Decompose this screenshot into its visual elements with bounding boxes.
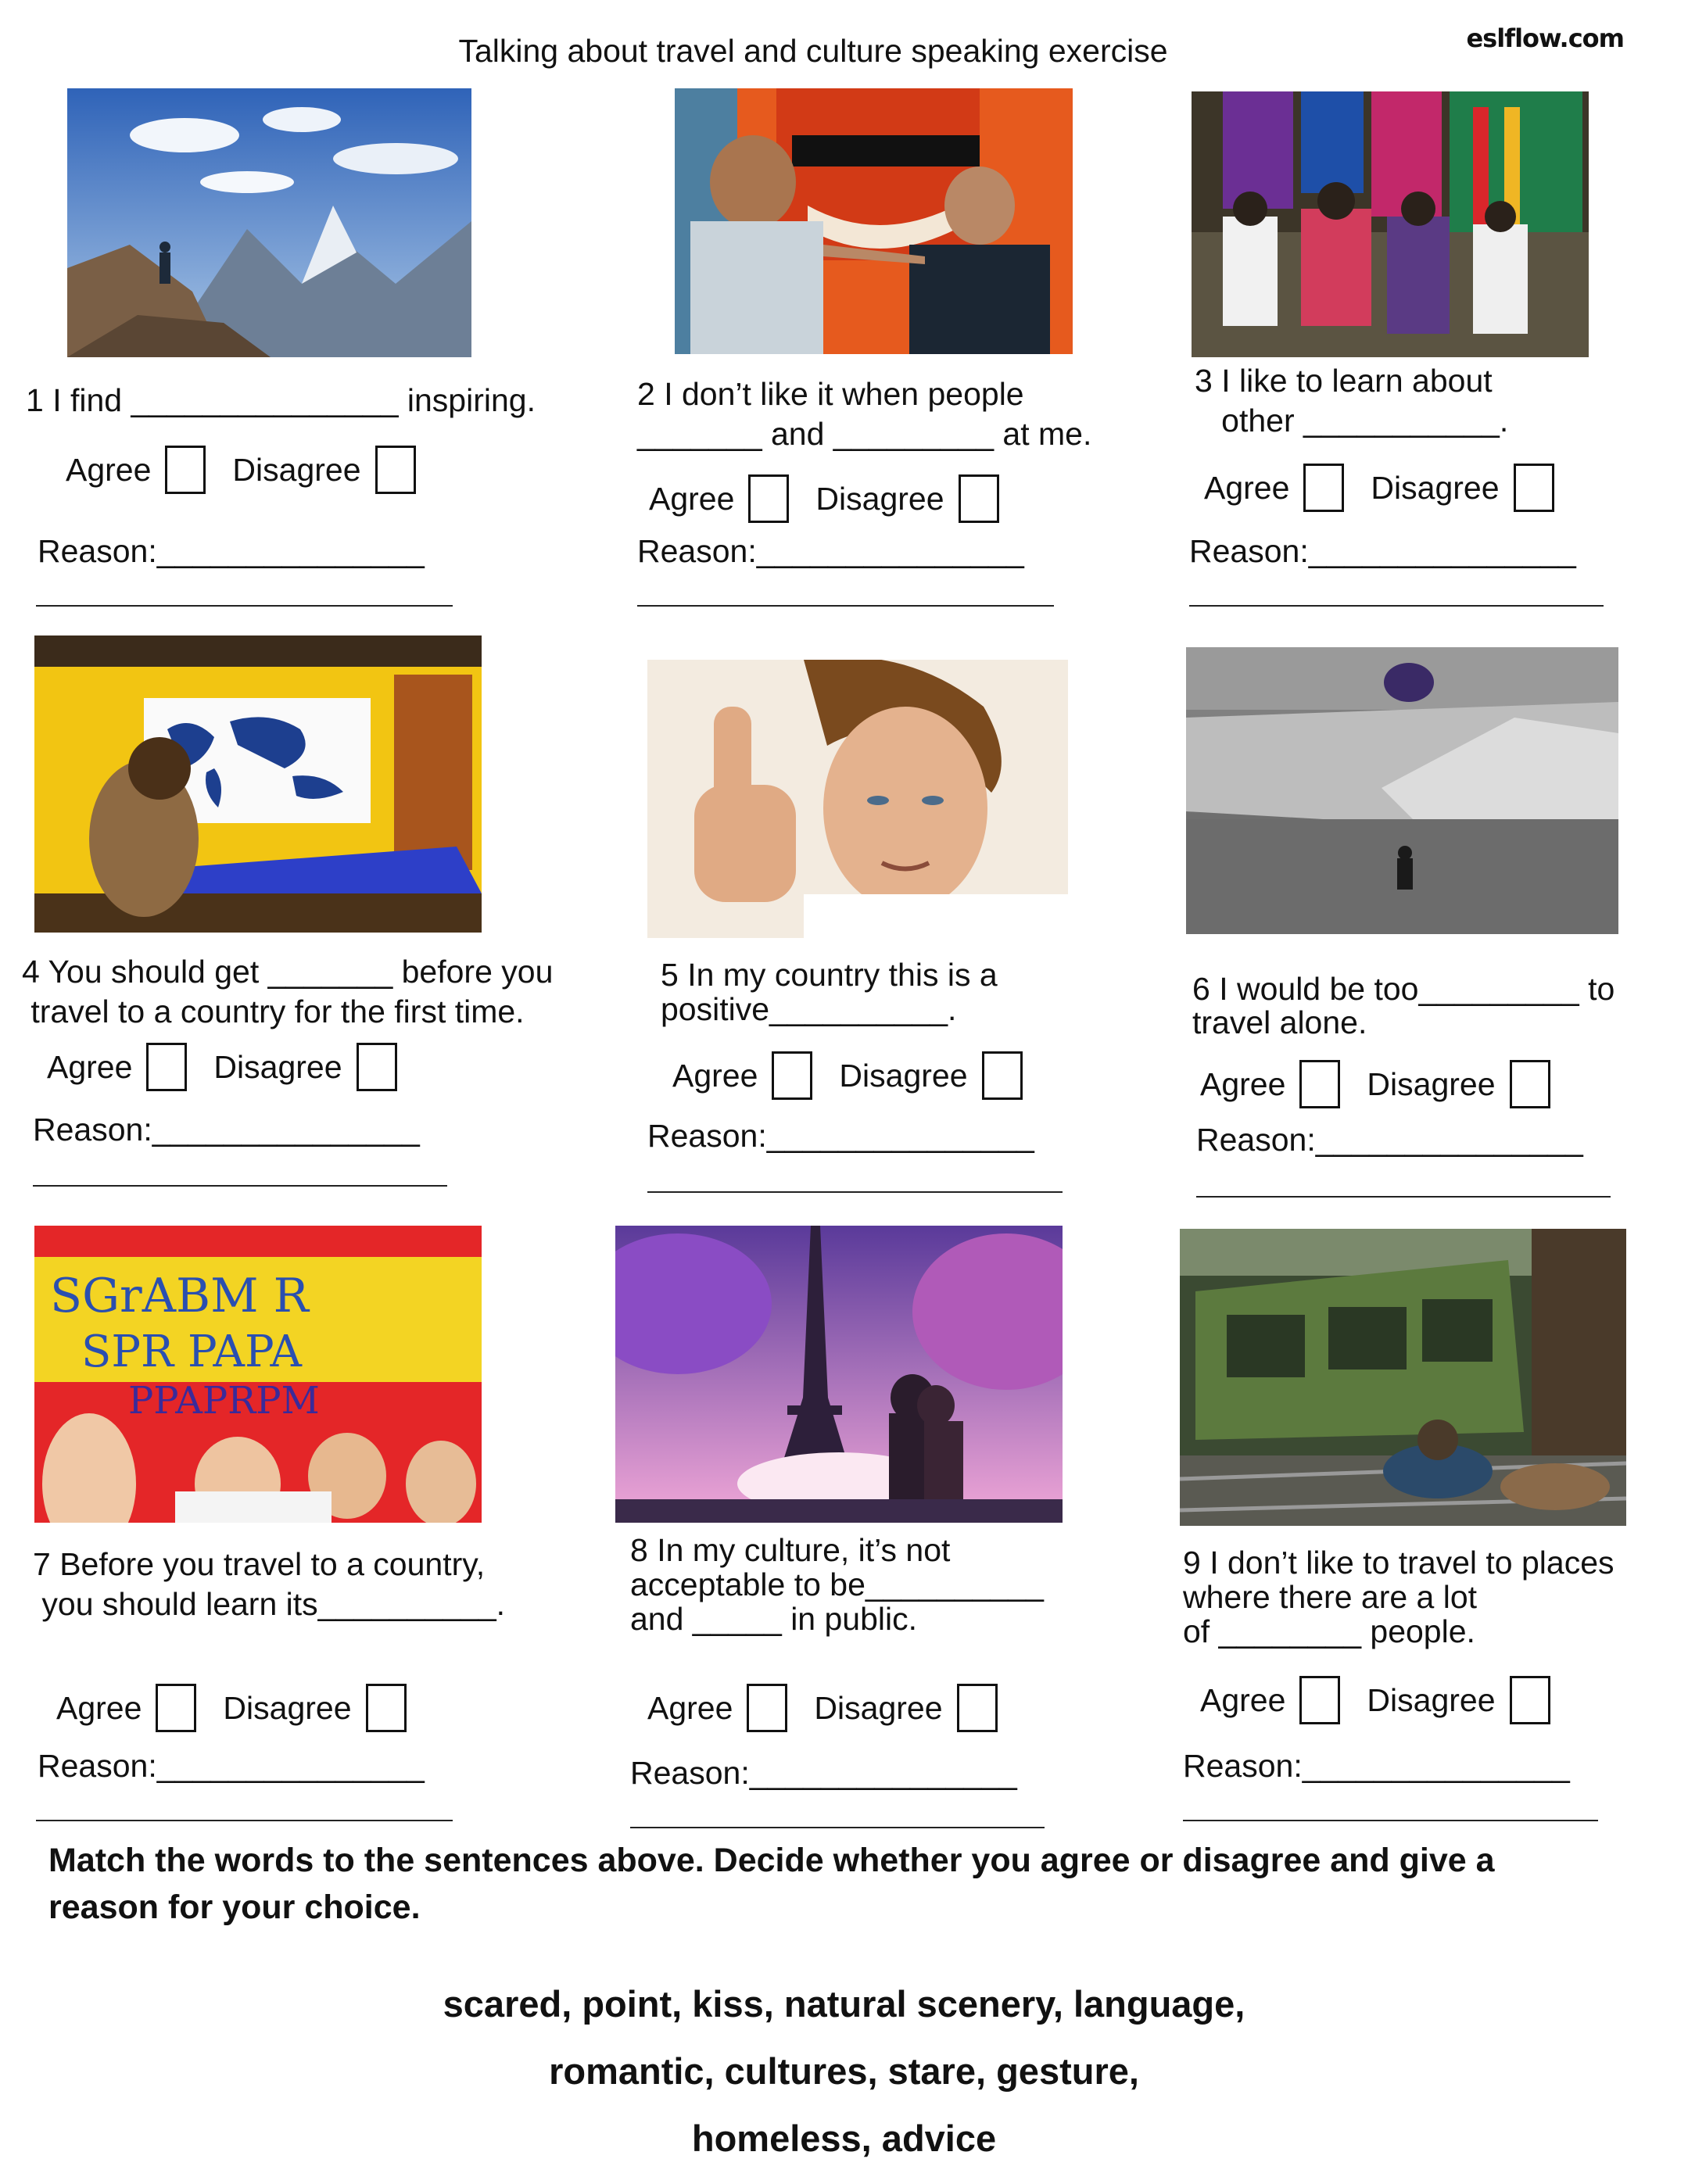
agree-checkbox-3[interactable] xyxy=(1303,464,1344,512)
sentence-3-line-2: other ___________. xyxy=(1195,403,1509,439)
disagree-label: Disagree xyxy=(232,451,361,488)
disagree-label: Disagree xyxy=(814,1689,943,1726)
agree-label: Agree xyxy=(1200,1681,1286,1718)
agree-disagree-8 xyxy=(647,1684,998,1732)
disagree-label: Disagree xyxy=(1367,1681,1496,1718)
svg-text:SPR PAPA: SPR PAPA xyxy=(81,1327,302,1377)
agree-label: Agree xyxy=(47,1048,133,1085)
agree-checkbox-5[interactable] xyxy=(772,1051,812,1100)
word-bank-line-3: homeless, advice xyxy=(691,2118,997,2159)
sentence-2-line-2: _______ and _________ at me. xyxy=(637,416,1092,452)
agree-disagree-7 xyxy=(56,1684,407,1732)
sentence-2-line-1: 2 I don’t like it when people xyxy=(637,376,1024,412)
agree-checkbox-2[interactable] xyxy=(748,474,789,523)
people-pointing-mural-image xyxy=(675,88,1073,354)
word-bank-line-2: romantic, cultures, stare, gesture, xyxy=(549,2050,1139,2092)
disagree-checkbox-9[interactable] xyxy=(1510,1676,1550,1724)
agree-checkbox-6[interactable] xyxy=(1299,1060,1340,1108)
reason-line-8[interactable] xyxy=(630,1827,1045,1828)
reason-label-3: Reason:_______________ xyxy=(1189,533,1576,569)
disagree-checkbox-1[interactable] xyxy=(375,446,416,494)
reason-label-8: Reason:_______________ xyxy=(630,1755,1017,1791)
instructions: Match the words to the sentences above. Decide whether you agree or disagree and give a reason for your choice. xyxy=(48,1842,1495,1926)
tram-homeless-image xyxy=(1180,1229,1626,1526)
sentence-8-line-1: 8 In my culture, it’s not xyxy=(630,1532,951,1568)
disagree-label: Disagree xyxy=(839,1057,968,1094)
reason-line-9[interactable] xyxy=(1183,1820,1598,1821)
mountain-hiker-image xyxy=(67,88,471,357)
agree-label: Agree xyxy=(56,1689,142,1726)
agree-checkbox-7[interactable] xyxy=(156,1684,196,1732)
reason-label-1: Reason:_______________ xyxy=(38,533,425,569)
agree-label: Agree xyxy=(66,451,152,488)
disagree-label: Disagree xyxy=(223,1689,352,1726)
reason-line-3[interactable] xyxy=(1189,605,1604,607)
reason-line-6[interactable] xyxy=(1196,1196,1611,1198)
svg-text:SGrABM R: SGrABM R xyxy=(50,1269,309,1323)
sentence-7-line-1: 7 Before you travel to a country, xyxy=(33,1546,486,1582)
disagree-checkbox-7[interactable] xyxy=(366,1684,407,1732)
language-letters-image xyxy=(34,1226,482,1523)
word-bank-line-1: scared, point, kiss, natural scenery, language, xyxy=(443,1983,1245,2025)
disagree-label: Disagree xyxy=(213,1048,342,1085)
agree-disagree-4 xyxy=(47,1043,397,1091)
agree-label: Agree xyxy=(647,1689,733,1726)
reason-line-4[interactable] xyxy=(33,1185,447,1187)
thumbs-up-man-image xyxy=(647,660,1068,938)
agree-disagree-9 xyxy=(1200,1676,1550,1724)
agree-label: Agree xyxy=(672,1057,758,1094)
lone-traveler-landscape-image xyxy=(1186,647,1618,934)
reason-line-7[interactable] xyxy=(36,1820,453,1821)
reason-line-2[interactable] xyxy=(637,605,1054,607)
agree-label: Agree xyxy=(1204,469,1290,506)
reason-label-5: Reason:_______________ xyxy=(647,1118,1034,1154)
eiffel-tower-couple-image xyxy=(615,1226,1063,1523)
agree-label: Agree xyxy=(649,480,735,517)
reason-label-4: Reason:_______________ xyxy=(33,1112,420,1147)
agree-disagree-2 xyxy=(649,474,999,523)
disagree-checkbox-3[interactable] xyxy=(1514,464,1554,512)
site-logo-text: eslflow.com xyxy=(1466,23,1624,53)
disagree-checkbox-5[interactable] xyxy=(982,1051,1023,1100)
sentence-5-line-1: 5 In my country this is a xyxy=(661,957,998,993)
disagree-label: Disagree xyxy=(1367,1065,1496,1102)
sentence-9-line-2: where there are a lot xyxy=(1183,1579,1478,1615)
page-title: Talking about travel and culture speaking exercise xyxy=(458,33,1168,69)
agree-disagree-1 xyxy=(66,446,416,494)
agree-disagree-6 xyxy=(1200,1060,1550,1108)
disagree-checkbox-6[interactable] xyxy=(1510,1060,1550,1108)
agree-checkbox-1[interactable] xyxy=(165,446,206,494)
disagree-label: Disagree xyxy=(1371,469,1500,506)
disagree-checkbox-8[interactable] xyxy=(957,1684,998,1732)
sentence-1-line-1: 1 I find _______________ inspiring. xyxy=(26,382,536,418)
reason-label-7: Reason:_______________ xyxy=(38,1748,425,1784)
sentence-9-line-1: 9 I don’t like to travel to places xyxy=(1183,1545,1615,1581)
reason-label-9: Reason:_______________ xyxy=(1183,1748,1570,1784)
sentence-6-line-2: travel alone. xyxy=(1192,1004,1367,1040)
sentence-6-line-1: 6 I would be too_________ to xyxy=(1192,971,1615,1007)
reason-line-5[interactable] xyxy=(647,1191,1063,1193)
reason-label-6: Reason:_______________ xyxy=(1196,1122,1583,1158)
agree-checkbox-8[interactable] xyxy=(747,1684,787,1732)
sentence-9-line-3: of ________ people. xyxy=(1183,1613,1475,1649)
sentence-8-line-2: acceptable to be__________ xyxy=(630,1566,1044,1602)
sentence-3-line-1: 3 I like to learn about xyxy=(1195,363,1493,399)
disagree-checkbox-2[interactable] xyxy=(959,474,999,523)
agree-disagree-3 xyxy=(1204,464,1554,512)
disagree-checkbox-4[interactable] xyxy=(357,1043,397,1091)
disagree-label: Disagree xyxy=(815,480,944,517)
agree-checkbox-4[interactable] xyxy=(146,1043,187,1091)
sentence-7-line-2: you should learn its__________. xyxy=(33,1586,506,1622)
svg-text:PPAPRPM: PPAPRPM xyxy=(128,1379,320,1423)
world-map-room-image xyxy=(34,636,482,933)
sentence-4-line-1: 4 You should get _______ before you xyxy=(22,954,554,990)
agree-disagree-5 xyxy=(672,1051,1023,1100)
reason-label-2: Reason:_______________ xyxy=(637,533,1024,569)
colorful-market-image xyxy=(1192,91,1589,357)
agree-checkbox-9[interactable] xyxy=(1299,1676,1340,1724)
sentence-5-line-2: positive__________. xyxy=(661,991,957,1027)
agree-label: Agree xyxy=(1200,1065,1286,1102)
sentence-4-line-2: travel to a country for the first time. xyxy=(22,994,525,1029)
sentence-8-line-3: and _____ in public. xyxy=(630,1601,918,1637)
reason-line-1[interactable] xyxy=(36,605,453,607)
